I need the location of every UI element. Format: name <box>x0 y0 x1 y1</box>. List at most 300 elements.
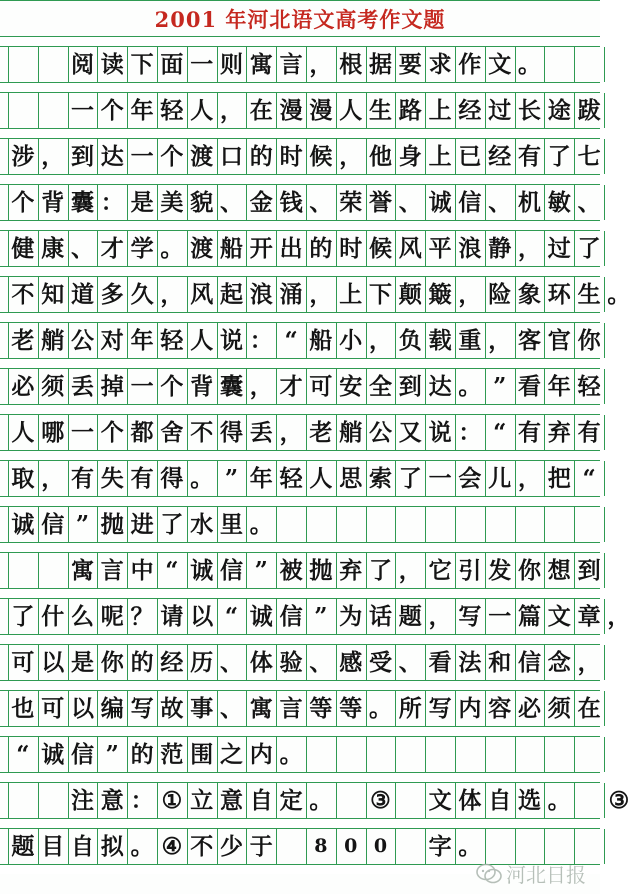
grid-cell: 全 <box>368 373 392 400</box>
grid-cell: ： <box>130 787 154 814</box>
grid-cell: 年 <box>249 465 273 492</box>
grid-cell: 囊 <box>219 373 243 400</box>
grid-cell: 、 <box>398 189 422 216</box>
grid-cell: ， <box>368 327 392 354</box>
watermark-text: 河北日报 <box>506 863 586 887</box>
row-gap <box>0 681 600 690</box>
grid-cell: 艄 <box>339 419 363 446</box>
row-gap <box>0 727 600 736</box>
grid-cell: 内 <box>458 695 482 722</box>
grid-cell <box>395 783 425 818</box>
grid-cell: 在 <box>577 695 601 722</box>
row-gap <box>0 359 600 368</box>
grid-cell: 都 <box>130 419 154 446</box>
grid-cell: 会 <box>458 465 482 492</box>
grid-cell: 老 <box>11 327 35 354</box>
grid-cell: 想 <box>547 557 571 584</box>
grid-cell: 、 <box>488 189 512 216</box>
grid-cell: 你 <box>517 557 541 584</box>
grid-cell: 的 <box>130 649 154 676</box>
grid-cell: “ <box>16 741 30 768</box>
grid-line <box>604 139 605 174</box>
grid-line <box>604 369 605 404</box>
grid-cell: 船 <box>309 327 333 354</box>
grid-cell: “ <box>493 419 507 446</box>
grid-cell: ③ <box>608 787 630 814</box>
grid-line <box>604 93 605 128</box>
grid-cell: 面 <box>160 51 184 78</box>
grid-cell: 已 <box>458 143 482 170</box>
grid-cell: 金 <box>249 189 273 216</box>
text-row <box>0 368 600 405</box>
grid-line <box>425 507 426 542</box>
grid-cell: 被 <box>279 557 303 584</box>
grid-line <box>276 507 277 542</box>
grid-cell: 的 <box>309 235 333 262</box>
grid-cell: 渡 <box>190 235 214 262</box>
grid-cell: 公 <box>368 419 392 446</box>
row-gap <box>0 635 600 644</box>
grid-cell: 8 <box>314 835 328 857</box>
grid-cell: 了 <box>11 603 35 630</box>
grid-line <box>336 507 337 542</box>
grid-line <box>38 93 39 128</box>
text-row <box>0 736 600 773</box>
grid-cell: 人 <box>309 465 333 492</box>
grid-cell: 选 <box>517 787 541 814</box>
grid-cell: 把 <box>547 465 571 492</box>
row-gap <box>0 83 600 92</box>
grid-cell: 寓 <box>70 557 94 584</box>
grid-cell: 囊 <box>70 189 94 216</box>
grid-cell: 等 <box>309 695 333 722</box>
grid-cell: 上 <box>339 281 363 308</box>
grid-cell: 言 <box>100 557 124 584</box>
grid-cell: 个 <box>160 373 184 400</box>
grid-cell: 、 <box>309 649 333 676</box>
grid-cell: ？ <box>130 603 154 630</box>
grid-cell: 的 <box>130 741 154 768</box>
grid-cell: ” <box>254 557 268 584</box>
grid-cell: ， <box>607 603 631 630</box>
grid-cell: 诚 <box>11 511 35 538</box>
grid-cell: 感 <box>339 649 363 676</box>
grid-cell: 进 <box>130 511 154 538</box>
grid-line <box>485 737 486 772</box>
grid-cell: “ <box>582 465 596 492</box>
grid-cell: ， <box>249 373 273 400</box>
grid-cell: 人 <box>339 97 363 124</box>
grid-line <box>604 691 605 726</box>
grid-cell: 引 <box>458 557 482 584</box>
grid-cell: 康 <box>41 235 65 262</box>
grid-cell: 一 <box>130 373 154 400</box>
grid-cell: 有 <box>577 419 601 446</box>
grid-cell: 抛 <box>100 511 124 538</box>
grid-cell: 生 <box>368 97 392 124</box>
grid-cell: ， <box>458 281 482 308</box>
grid-cell: 内 <box>249 741 273 768</box>
text-row <box>0 598 631 635</box>
grid-cell: ， <box>577 649 601 676</box>
grid-line <box>604 47 605 82</box>
grid-cell: 为 <box>339 603 363 630</box>
grid-cell: 人 <box>190 327 214 354</box>
grid-cell: 了 <box>547 143 571 170</box>
grid-cell: 发 <box>488 557 512 584</box>
grid-cell: 险 <box>488 281 512 308</box>
grid-cell: 据 <box>368 51 392 78</box>
grid-cell: ， <box>41 143 65 170</box>
grid-cell: 。 <box>458 833 482 860</box>
grid-cell: 意 <box>219 787 243 814</box>
grid-line <box>8 783 9 818</box>
grid-cell: 涉 <box>11 143 35 170</box>
grid-cell: ” <box>493 373 507 400</box>
grid-cell: 舍 <box>160 419 184 446</box>
grid-cell: ， <box>488 327 512 354</box>
grid-line <box>455 737 456 772</box>
grid-cell: 水 <box>190 511 214 538</box>
grid-cell: 不 <box>190 833 214 860</box>
grid-cell: “ <box>165 557 179 584</box>
grid-cell: 掉 <box>100 373 124 400</box>
row-gap <box>0 221 600 230</box>
grid-cell: 了 <box>398 465 422 492</box>
grid-cell: 弃 <box>339 557 363 584</box>
grid-cell: 渡 <box>190 143 214 170</box>
grid-line <box>604 645 605 680</box>
grid-cell: 言 <box>279 51 303 78</box>
grid-line <box>604 323 605 358</box>
text-row <box>0 782 630 819</box>
grid-cell: 题 <box>398 603 422 630</box>
grid-cell: 定 <box>279 787 303 814</box>
grid-cell: 一 <box>488 603 512 630</box>
grid-line <box>395 737 396 772</box>
grid-cell: 么 <box>70 603 94 630</box>
grid-cell <box>395 829 425 864</box>
grid-line <box>455 507 456 542</box>
grid-cell: 貌 <box>190 189 214 216</box>
grid-cell: 看 <box>517 373 541 400</box>
grid-cell: 它 <box>428 557 452 584</box>
grid-cell: ③ <box>370 787 391 814</box>
grid-cell: 自 <box>249 787 273 814</box>
grid-cell <box>336 783 366 818</box>
grid-cell: 、 <box>577 189 601 216</box>
grid-cell: 多 <box>100 281 124 308</box>
grid-cell: 到 <box>577 557 601 584</box>
grid-cell: 路 <box>398 97 422 124</box>
grid-cell: 又 <box>398 419 422 446</box>
grid-cell: 敏 <box>547 189 571 216</box>
grid-cell: 哪 <box>41 419 65 446</box>
grid-cell: ， <box>517 465 541 492</box>
grid-line <box>604 231 605 266</box>
grid-cell: 年 <box>547 373 571 400</box>
grid-cell: 说 <box>219 327 243 354</box>
grid-cell: 过 <box>547 235 571 262</box>
grid-cell: 生 <box>577 281 601 308</box>
row-gap <box>0 37 600 46</box>
grid-cell: 丢 <box>249 419 273 446</box>
grid-cell: 健 <box>11 235 35 262</box>
grid-cell: 失 <box>100 465 124 492</box>
grid-line <box>306 737 307 772</box>
grid-line <box>544 47 545 82</box>
grid-line <box>544 507 545 542</box>
grid-cell: 风 <box>398 235 422 262</box>
grid-cell: 验 <box>279 649 303 676</box>
grid-line <box>574 507 575 542</box>
grid-line <box>515 737 516 772</box>
row-gap <box>0 543 600 552</box>
grid-cell: 涌 <box>279 281 303 308</box>
grid-line <box>8 93 9 128</box>
grid-cell: 可 <box>11 649 35 676</box>
grid-cell: 立 <box>190 787 214 814</box>
grid-cell: ， <box>309 281 333 308</box>
grid-line <box>574 47 575 82</box>
grid-cell: 事 <box>190 695 214 722</box>
grid-cell: 不 <box>190 419 214 446</box>
row-gap <box>0 175 600 184</box>
grid-cell: 浪 <box>249 281 273 308</box>
grid-cell: 作 <box>458 51 482 78</box>
grid-cell: 客 <box>517 327 541 354</box>
grid-cell: 围 <box>190 741 214 768</box>
grid-cell: 字 <box>428 833 452 860</box>
grid-cell: 对 <box>100 327 124 354</box>
grid-cell: 写 <box>458 603 482 630</box>
grid-cell: 索 <box>368 465 392 492</box>
grid-cell: 的 <box>249 143 273 170</box>
row-gap <box>0 405 600 414</box>
row-gap <box>0 129 600 138</box>
grid-cell: 人 <box>190 97 214 124</box>
grid-cell: 一 <box>130 143 154 170</box>
grid-cell: 机 <box>517 189 541 216</box>
grid-line <box>8 47 9 82</box>
grid-cell: 你 <box>577 327 601 354</box>
grid-cell: 念 <box>547 649 571 676</box>
grid-cell: 老 <box>309 419 333 446</box>
grid-cell: 经 <box>160 649 184 676</box>
grid-cell: 历 <box>190 649 214 676</box>
text-row <box>0 644 600 681</box>
grid-cell: 和 <box>488 649 512 676</box>
grid-cell: 跋 <box>577 97 601 124</box>
grid-cell: 一 <box>70 97 94 124</box>
title-row <box>0 0 600 37</box>
grid-cell: 、 <box>219 695 243 722</box>
grid-cell: 、 <box>219 649 243 676</box>
grid-line <box>395 507 396 542</box>
grid-cell: 经 <box>488 143 512 170</box>
grid-cell: 轻 <box>160 97 184 124</box>
grid-line <box>515 507 516 542</box>
grid-cell: ” <box>314 603 328 630</box>
grid-cell: 船 <box>219 235 243 262</box>
grid-cell: 说 <box>428 419 452 446</box>
grid-line <box>544 737 545 772</box>
grid-cell: 他 <box>368 143 392 170</box>
text-row <box>0 414 600 451</box>
grid-line <box>604 415 605 450</box>
wechat-logo-icon <box>476 863 502 885</box>
grid-cell: 信 <box>279 603 303 630</box>
row-gap <box>0 497 600 506</box>
grid-cell: 读 <box>100 51 124 78</box>
grid-cell: 以 <box>41 649 65 676</box>
grid-line <box>485 507 486 542</box>
grid-cell: 。 <box>190 465 214 492</box>
grid-line <box>8 553 9 588</box>
grid-cell: 什 <box>41 603 65 630</box>
grid-cell: 簸 <box>428 281 452 308</box>
grid-cell: 经 <box>458 97 482 124</box>
grid-cell: “ <box>284 327 298 354</box>
grid-cell: 负 <box>398 327 422 354</box>
grid-cell: 了 <box>160 511 184 538</box>
grid-cell: 法 <box>458 649 482 676</box>
row-gap <box>0 773 600 782</box>
grid-cell: 信 <box>219 557 243 584</box>
grid-cell: 得 <box>219 419 243 446</box>
grid-cell: 根 <box>339 51 363 78</box>
grid-cell: 身 <box>398 143 422 170</box>
grid-cell: 艄 <box>41 327 65 354</box>
grid-cell: 小 <box>339 327 363 354</box>
grid-cell: 以 <box>190 603 214 630</box>
grid-line <box>604 829 605 864</box>
grid-cell: 请 <box>160 603 184 630</box>
grid-cell: 。 <box>130 833 154 860</box>
grid-cell: ， <box>219 97 243 124</box>
grid-cell: 上 <box>428 97 452 124</box>
grid-cell: 可 <box>41 695 65 722</box>
grid-line <box>604 737 605 772</box>
grid-cell: 须 <box>547 695 571 722</box>
grid-cell: 轻 <box>160 327 184 354</box>
row-gap <box>0 313 600 322</box>
row-gap <box>0 451 600 460</box>
grid-cell: 口 <box>219 143 243 170</box>
grid-cell: 思 <box>339 465 363 492</box>
grid-cell: 。 <box>279 741 303 768</box>
grid-cell: 浪 <box>458 235 482 262</box>
grid-line <box>38 783 39 818</box>
grid-cell: 载 <box>428 327 452 354</box>
grid-cell: 所 <box>398 695 422 722</box>
grid-cell: 诚 <box>249 603 273 630</box>
grid-cell: 有 <box>517 143 541 170</box>
grid-cell: ， <box>398 557 422 584</box>
grid-cell: 静 <box>488 235 512 262</box>
grid-cell <box>574 783 604 818</box>
text-row <box>0 552 600 589</box>
grid-cell: 信 <box>41 511 65 538</box>
grid-cell: ， <box>279 419 303 446</box>
text-row <box>0 138 600 175</box>
grid-cell: 七 <box>577 143 601 170</box>
grid-cell: 儿 <box>488 465 512 492</box>
grid-cell: 达 <box>100 143 124 170</box>
grid-cell: ” <box>105 741 119 768</box>
grid-cell: 有 <box>70 465 94 492</box>
grid-cell: 到 <box>398 373 422 400</box>
grid-cell: 范 <box>160 741 184 768</box>
grid-cell: 体 <box>249 649 273 676</box>
grid-cell: 取 <box>11 465 35 492</box>
grid-cell: 开 <box>249 235 273 262</box>
grid-cell: 下 <box>368 281 392 308</box>
grid-cell: ” <box>224 465 239 492</box>
grid-cell: 有 <box>130 465 154 492</box>
grid-cell: 文 <box>547 603 571 630</box>
grid-cell: 在 <box>249 97 273 124</box>
grid-cell: 个 <box>11 189 35 216</box>
grid-cell: 。 <box>160 235 184 262</box>
grid-line <box>425 737 426 772</box>
grid-cell: 话 <box>368 603 392 630</box>
grid-line <box>604 507 605 542</box>
grid-line <box>574 737 575 772</box>
grid-cell: 环 <box>547 281 571 308</box>
grid-cell: 意 <box>100 787 124 814</box>
grid-cell: 知 <box>41 281 65 308</box>
grid-cell: 个 <box>160 143 184 170</box>
grid-cell: ： <box>458 419 482 446</box>
grid-cell: ④ <box>161 833 183 860</box>
text-row <box>0 690 600 727</box>
grid-cell: 官 <box>547 327 571 354</box>
grid-cell: 达 <box>428 373 452 400</box>
text-row <box>0 92 600 129</box>
grid-cell: 章 <box>577 603 601 630</box>
row-gap <box>0 819 600 828</box>
grid-cell: 了 <box>368 557 392 584</box>
grid-cell: 信 <box>458 189 482 216</box>
grid-cell <box>276 829 306 864</box>
text-row <box>0 184 600 221</box>
grid-cell: 漫 <box>309 97 333 124</box>
grid-cell: 才 <box>100 235 124 262</box>
grid-cell: 题 <box>11 833 35 860</box>
grid-cell: 寓 <box>249 695 273 722</box>
grid-line <box>38 553 39 588</box>
grid-cell: 是 <box>70 649 94 676</box>
grid-cell: 长 <box>517 97 541 124</box>
grid-cell: 之 <box>219 741 243 768</box>
grid-cell: ： <box>100 189 124 216</box>
grid-cell: 诚 <box>41 741 65 768</box>
grid-cell: 信 <box>70 741 94 768</box>
grid-cell: 得 <box>160 465 184 492</box>
grid-cell: 须 <box>41 373 65 400</box>
grid-cell: 。 <box>607 281 631 308</box>
grid-cell: 0 <box>373 835 388 857</box>
grid-cell: 目 <box>41 833 65 860</box>
grid-cell: 容 <box>488 695 512 722</box>
grid-cell: 注 <box>70 787 94 814</box>
grid-cell: 、 <box>398 649 422 676</box>
grid-cell: ： <box>249 327 273 354</box>
text-row <box>0 460 600 497</box>
grid-cell: 文 <box>428 787 452 814</box>
grid-cell: 。 <box>249 511 273 538</box>
